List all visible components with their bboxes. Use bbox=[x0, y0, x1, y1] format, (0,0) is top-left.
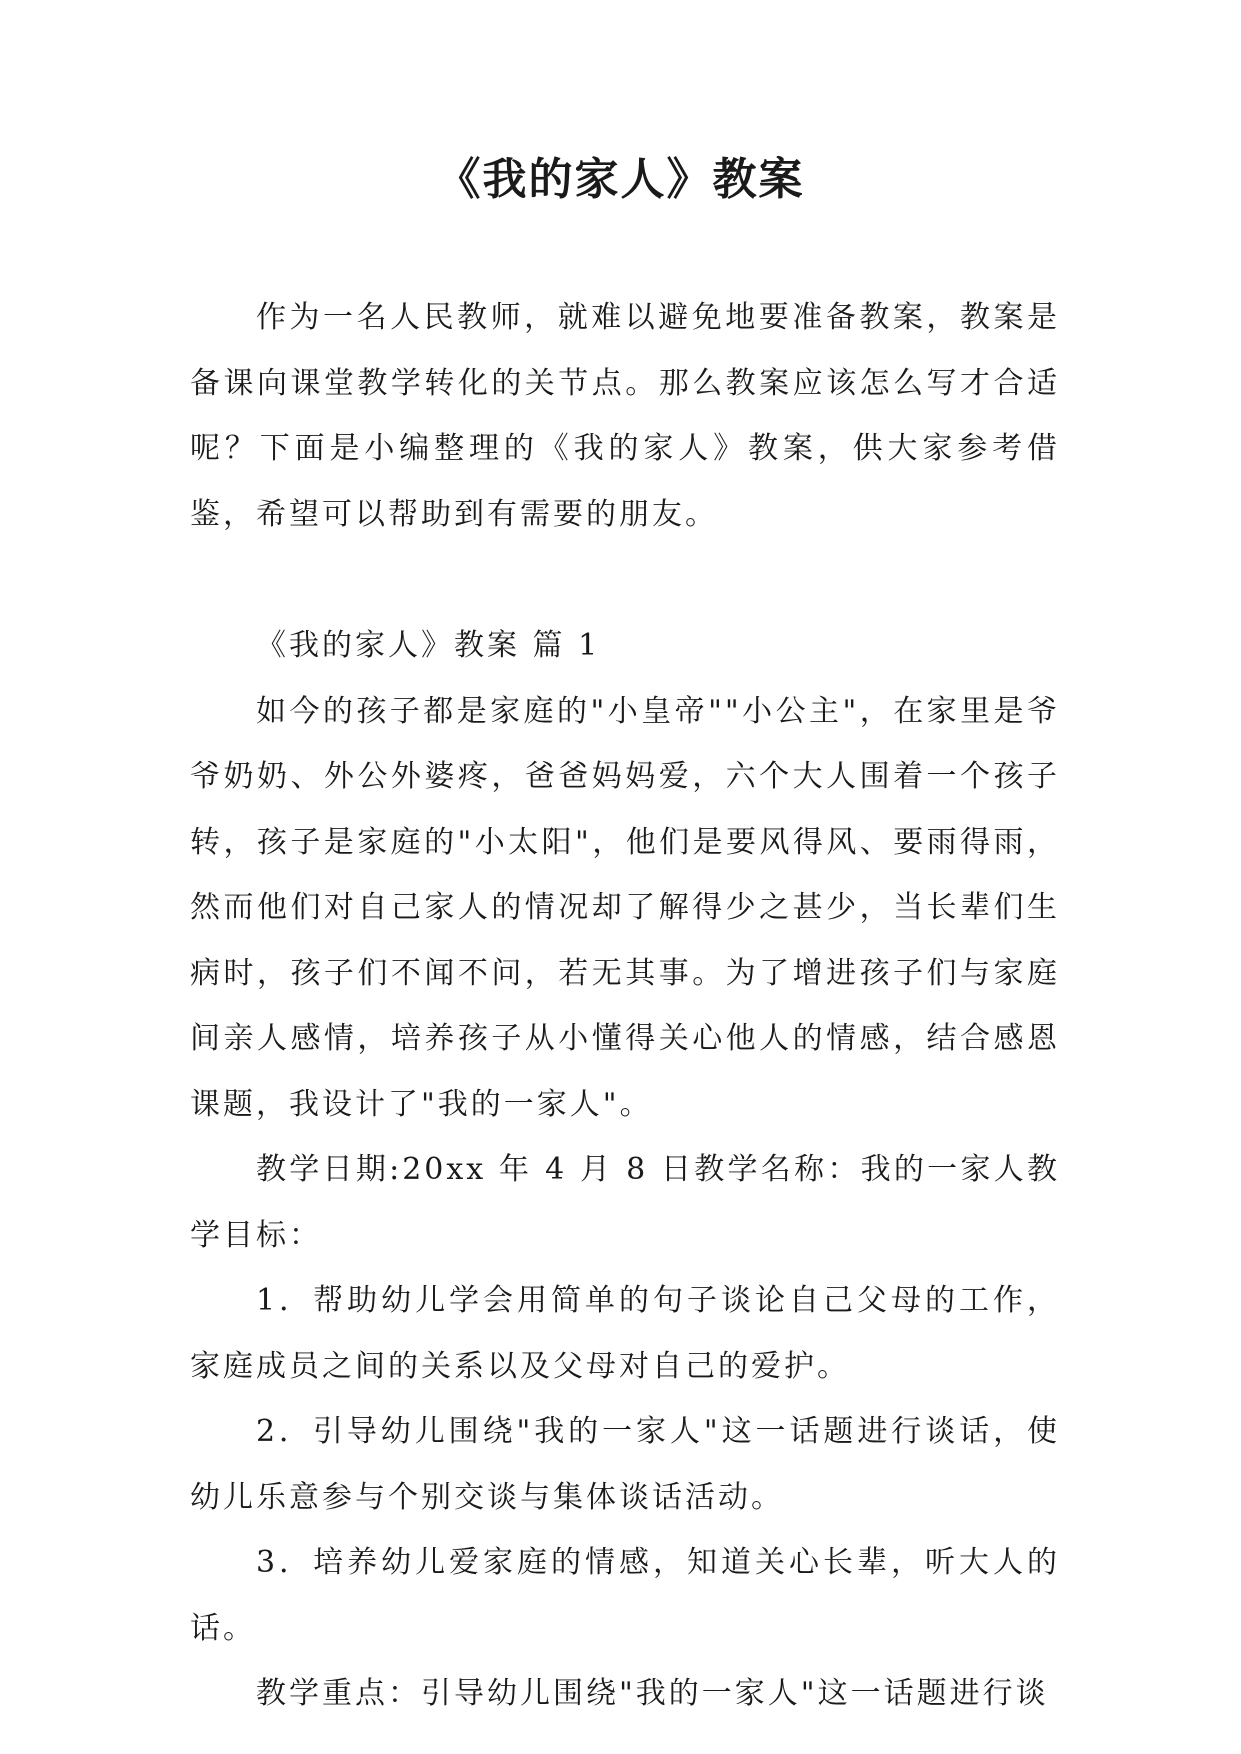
section-heading: 《我的家人》教案 篇 1 bbox=[256, 628, 601, 663]
intro-paragraph: 作为一名人民教师，就难以避免地要准备教案，教案是备课向课堂教学转化的关节点。那么教案应该怎么写才合适呢？下面是小编整理的《我的家人》教案，供大家参考借鉴，希望可以帮助到有需要的朋友。 bbox=[190, 300, 1060, 532]
paragraph-goal-2: 2．引导幼儿围绕"我的一家人"这一话题进行谈话，使幼儿乐意参与个别交谈与集体谈话活动。 bbox=[190, 1414, 1060, 1515]
paragraph-goal-3: 3．培养幼儿爱家庭的情感，知道关心长辈，听大人的话。 bbox=[190, 1545, 1060, 1646]
paragraph-goal-1: 1．帮助幼儿学会用简单的句子谈论自己父母的工作，家庭成员之间的关系以及父母对自己的爱护。 bbox=[190, 1283, 1060, 1384]
paragraph-background: 如今的孩子都是家庭的"小皇帝""小公主"，在家里是爷爷奶奶、外公外婆疼，爸爸妈妈爱，六个大人围着一个孩子转，孩子是家庭的"小太阳"，他们是要风得风、要雨得雨，然而他们对自己家人的情况却了解得少之甚少，当长辈们生病时，孩子们不闻不问，若无其事。为了增进孩子们与家庭间亲人感情，培养孩子从小懂得关心他人的情感，结合感恩课题，我设计了"我的一家人"。 bbox=[190, 693, 1060, 1122]
paragraph-key-point: 教学重点：引导幼儿围绕"我的一家人"这一话题进行谈 bbox=[256, 1676, 1049, 1711]
document-body bbox=[190, 285, 1060, 1727]
paragraph-teaching-date: 教学日期:20xx 年 4 月 8 日教学名称：我的一家人教学目标： bbox=[190, 1152, 1060, 1253]
document-title: 《我的家人》教案 bbox=[436, 154, 805, 205]
